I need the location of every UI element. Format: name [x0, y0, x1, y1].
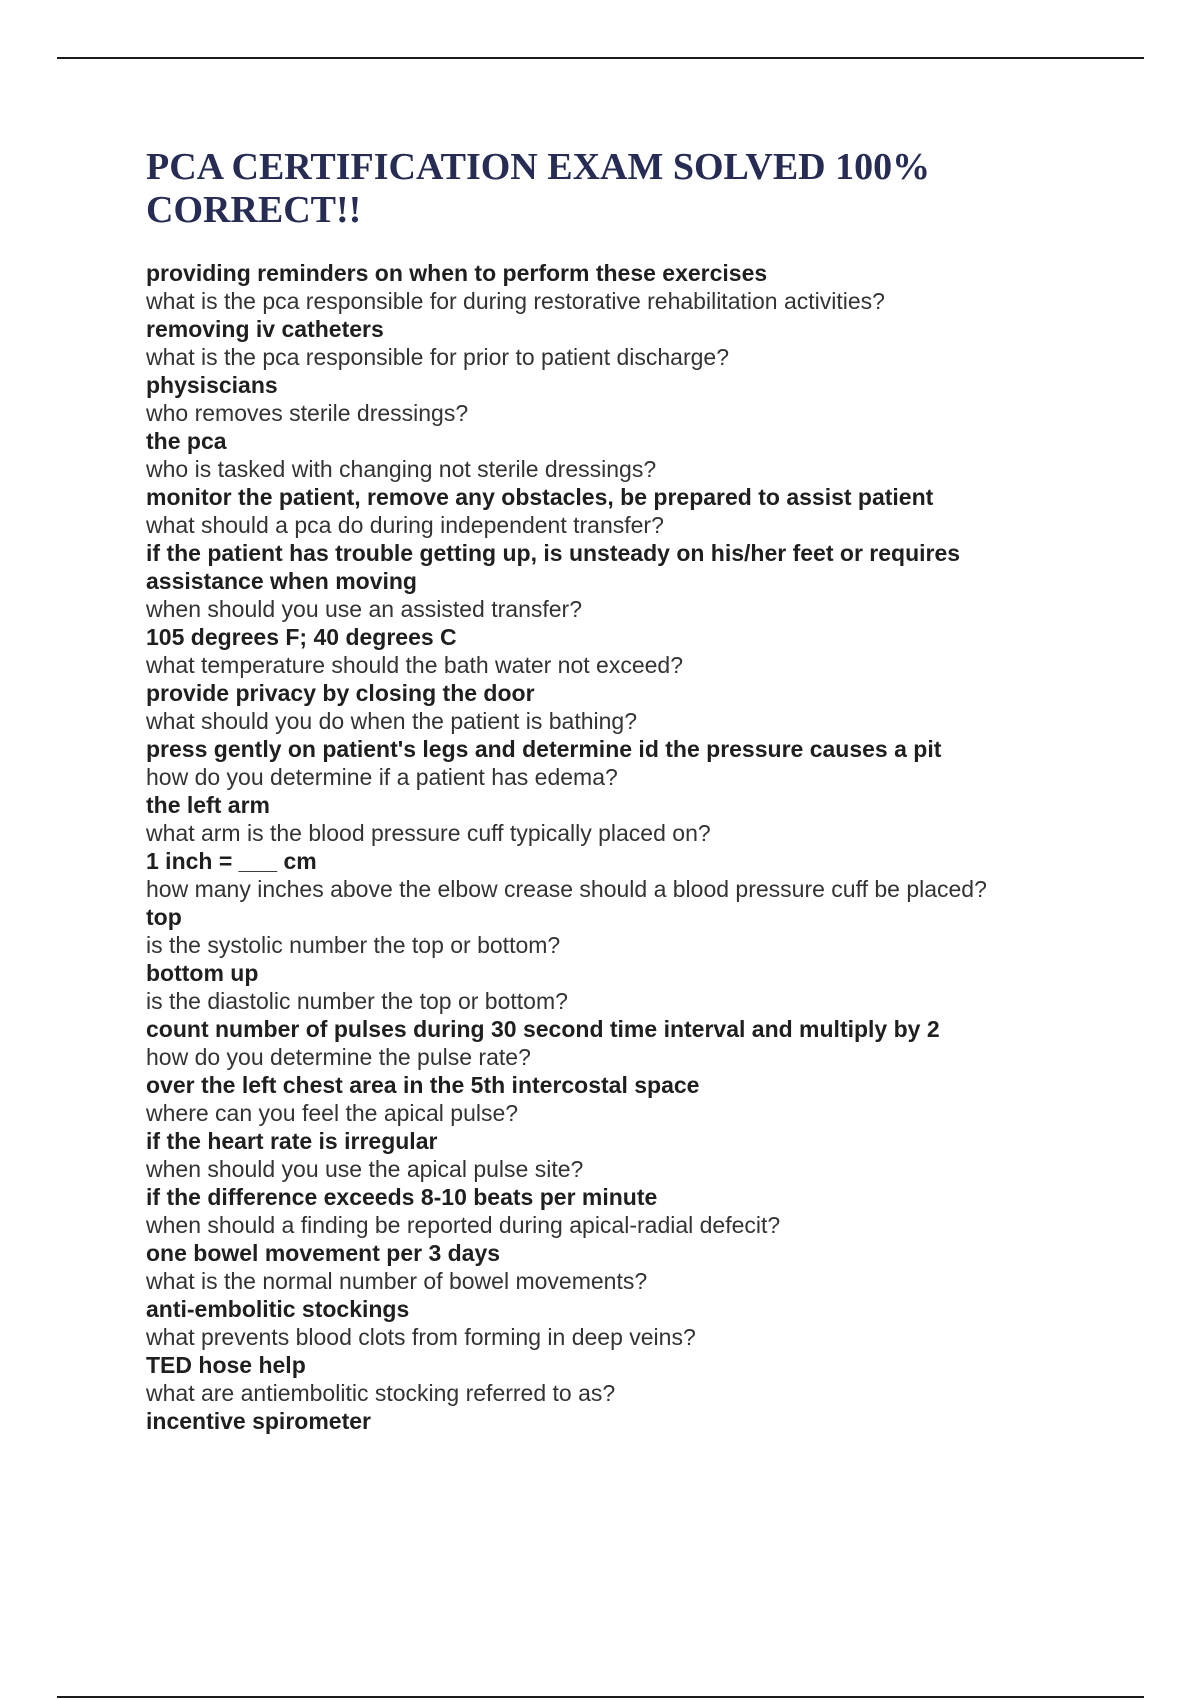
- answer-line: incentive spirometer: [146, 1408, 371, 1434]
- question-line: what is the normal number of bowel movements?: [146, 1268, 648, 1294]
- question-line: how many inches above the elbow crease should a blood pressure cuff be placed?: [146, 876, 987, 902]
- question-line: when should a finding be reported during apical-radial defecit?: [146, 1212, 781, 1238]
- page-title: PCA CERTIFICATION EXAM SOLVED 100% CORRECT!!: [146, 146, 931, 231]
- answer-line: one bowel movement per 3 days: [146, 1240, 501, 1266]
- question-line: when should you use an assisted transfer?: [146, 596, 582, 622]
- answer-line: TED hose help: [146, 1352, 306, 1378]
- footer-rule: [57, 1696, 1144, 1698]
- answer-line: 1 inch = ___ cm: [146, 848, 317, 874]
- answer-line: anti-embolitic stockings: [146, 1296, 410, 1322]
- question-line: what should you do when the patient is bathing?: [146, 708, 638, 734]
- question-line: is the diastolic number the top or bottom?: [146, 988, 568, 1014]
- question-line: how do you determine the pulse rate?: [146, 1044, 531, 1070]
- question-line: what arm is the blood pressure cuff typically placed on?: [146, 820, 711, 846]
- answer-line: removing iv catheters: [146, 316, 384, 342]
- answer-line: count number of pulses during 30 second time interval and multiply by 2: [146, 1016, 940, 1042]
- question-line: is the systolic number the top or bottom?: [146, 932, 561, 958]
- answer-line: physiscians: [146, 372, 278, 398]
- answer-line: monitor the patient, remove any obstacles, be prepared to assist patient: [146, 484, 934, 510]
- question-line: where can you feel the apical pulse?: [146, 1100, 519, 1126]
- qa-list: [146, 259, 1046, 1435]
- question-line: who removes sterile dressings?: [146, 400, 469, 426]
- answer-line: the left arm: [146, 792, 270, 818]
- question-line: what should a pca do during independent transfer?: [146, 512, 664, 538]
- answer-line: press gently on patient's legs and determine id the pressure causes a pit: [146, 736, 942, 762]
- header-rule: [57, 57, 1144, 59]
- question-line: what temperature should the bath water not exceed?: [146, 652, 684, 678]
- answer-line: over the left chest area in the 5th intercostal space: [146, 1072, 700, 1098]
- question-line: what prevents blood clots from forming in deep veins?: [146, 1324, 696, 1350]
- answer-line: top: [146, 904, 182, 930]
- question-line: what is the pca responsible for prior to patient discharge?: [146, 344, 729, 370]
- answer-line: if the difference exceeds 8-10 beats per minute: [146, 1184, 658, 1210]
- question-line: who is tasked with changing not sterile dressings?: [146, 456, 657, 482]
- answer-line: the pca: [146, 428, 227, 454]
- question-line: how do you determine if a patient has edema?: [146, 764, 618, 790]
- answer-line: if the patient has trouble getting up, is unsteady on his/her feet or requires assistance when moving: [146, 540, 961, 594]
- answer-line: bottom up: [146, 960, 259, 986]
- question-line: when should you use the apical pulse site?: [146, 1156, 584, 1182]
- question-line: what are antiembolitic stocking referred to as?: [146, 1380, 616, 1406]
- question-line: what is the pca responsible for during restorative rehabilitation activities?: [146, 288, 885, 314]
- answer-line: provide privacy by closing the door: [146, 680, 535, 706]
- answer-line: providing reminders on when to perform these exercises: [146, 260, 768, 286]
- answer-line: if the heart rate is irregular: [146, 1128, 438, 1154]
- answer-line: 105 degrees F; 40 degrees C: [146, 624, 457, 650]
